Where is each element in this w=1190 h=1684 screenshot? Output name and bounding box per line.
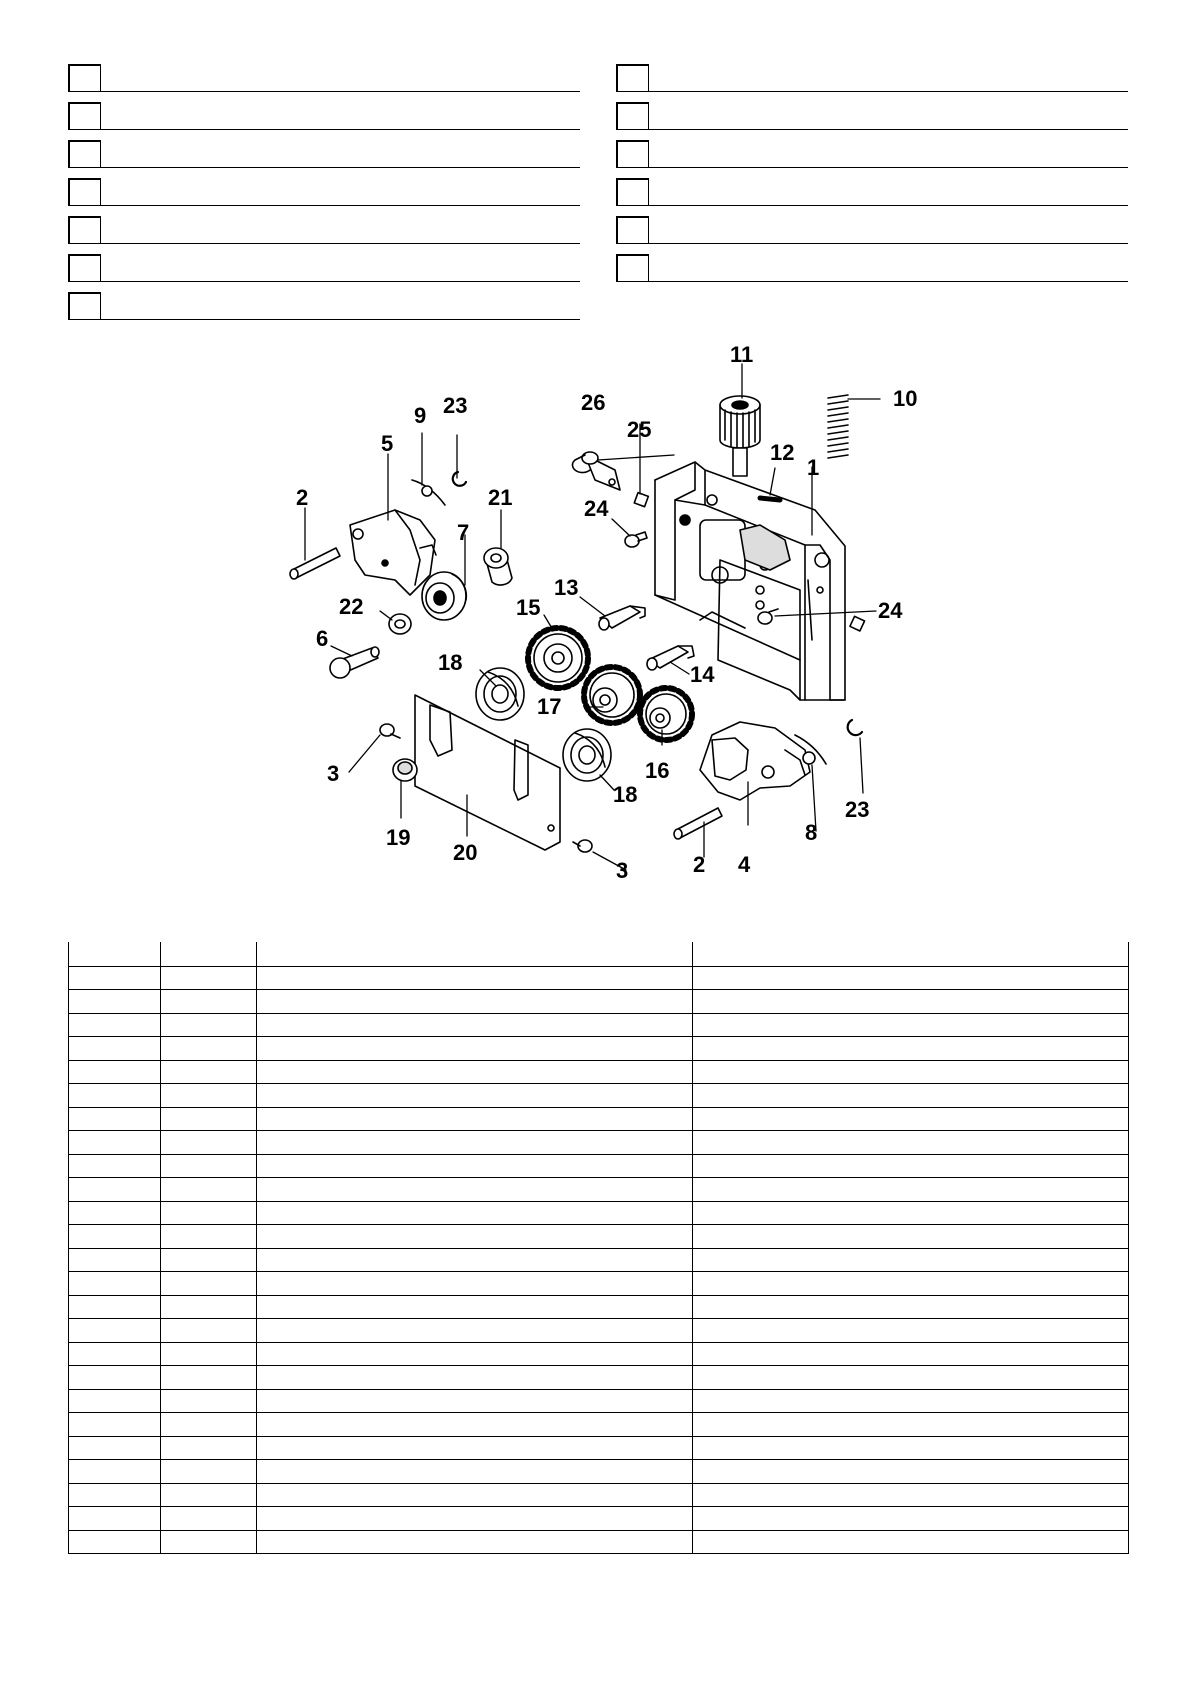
part-12-pin <box>760 498 780 500</box>
table-row <box>69 1460 1129 1484</box>
table-cell <box>161 1319 257 1343</box>
table-cell <box>257 990 693 1014</box>
table-cell <box>257 1178 693 1202</box>
table-row <box>69 1436 1129 1460</box>
table-row <box>69 1413 1129 1437</box>
table-cell <box>69 1037 161 1061</box>
text-line <box>68 319 580 320</box>
table-cell <box>69 966 161 990</box>
table-cell <box>69 1013 161 1037</box>
language-row <box>616 252 1128 290</box>
language-row <box>616 100 1128 138</box>
checkbox[interactable] <box>68 292 101 319</box>
part-14-shaft <box>647 646 694 670</box>
checkbox[interactable] <box>616 254 649 281</box>
table-cell <box>257 1248 693 1272</box>
table-cell <box>257 1084 693 1108</box>
table-cell <box>257 1295 693 1319</box>
table-cell <box>69 1060 161 1084</box>
table-cell <box>161 942 257 966</box>
part-4-arm <box>700 722 810 800</box>
language-row <box>616 138 1128 176</box>
table-row <box>69 1013 1129 1037</box>
table-cell <box>693 1507 1129 1531</box>
callout-11: 11 <box>730 342 754 367</box>
text-line <box>616 243 1128 244</box>
parts-list-table <box>68 942 1129 1554</box>
table-cell <box>161 966 257 990</box>
table-cell <box>693 990 1129 1014</box>
table-cell <box>161 1436 257 1460</box>
callout-8: 8 <box>805 820 818 845</box>
table-row <box>69 1084 1129 1108</box>
table-cell <box>693 1530 1129 1554</box>
language-row <box>68 252 580 290</box>
table-cell <box>69 1460 161 1484</box>
callout-9: 9 <box>414 403 427 428</box>
text-line <box>616 167 1128 168</box>
callout-12: 12 <box>770 440 795 465</box>
table-cell <box>161 1013 257 1037</box>
table-cell <box>69 1319 161 1343</box>
table-row <box>69 1131 1129 1155</box>
language-list-left <box>68 62 580 328</box>
table-cell <box>69 1389 161 1413</box>
table-cell <box>257 1131 693 1155</box>
table-cell <box>69 1507 161 1531</box>
table-cell <box>161 1037 257 1061</box>
callout-5: 5 <box>381 431 394 456</box>
part-18-roller-top <box>476 668 524 720</box>
language-row <box>616 62 1128 100</box>
table-cell <box>257 1436 693 1460</box>
checkbox[interactable] <box>68 178 101 205</box>
table-cell <box>257 1060 693 1084</box>
table-cell <box>257 1483 693 1507</box>
table-cell <box>161 990 257 1014</box>
text-line <box>68 281 580 282</box>
language-row <box>68 138 580 176</box>
callout-24-right: 24 <box>878 598 903 623</box>
checkbox[interactable] <box>68 64 101 91</box>
checkbox[interactable] <box>616 216 649 243</box>
callout-13: 13 <box>554 575 579 600</box>
text-line <box>68 205 580 206</box>
text-line <box>616 205 1128 206</box>
table-cell <box>69 1084 161 1108</box>
callout-16: 16 <box>645 758 670 783</box>
table-cell <box>69 1483 161 1507</box>
language-row <box>68 100 580 138</box>
table-cell <box>161 1295 257 1319</box>
callout-3-bottom: 3 <box>616 858 629 883</box>
table-cell <box>257 1460 693 1484</box>
table-row <box>69 1178 1129 1202</box>
table-row <box>69 1389 1129 1413</box>
table-cell <box>69 990 161 1014</box>
text-line <box>68 167 580 168</box>
language-row <box>616 214 1128 252</box>
table-cell <box>69 1154 161 1178</box>
part-21-bushing <box>484 548 512 585</box>
part-19-screw <box>393 759 417 781</box>
language-row <box>616 176 1128 214</box>
table-row <box>69 1295 1129 1319</box>
table-cell <box>69 1295 161 1319</box>
language-row <box>68 214 580 252</box>
table-row <box>69 1201 1129 1225</box>
table-cell <box>693 1154 1129 1178</box>
table-cell <box>693 1413 1129 1437</box>
table-cell <box>161 1507 257 1531</box>
language-row <box>68 290 580 328</box>
part-11-knob <box>720 396 760 476</box>
table-cell <box>693 1366 1129 1390</box>
part-15-gear <box>528 628 588 688</box>
checkbox[interactable] <box>68 254 101 281</box>
language-list-right <box>616 62 1128 290</box>
table-cell <box>693 1342 1129 1366</box>
callout-10: 10 <box>893 386 918 411</box>
callout-3-left: 3 <box>327 761 340 786</box>
part-25-nut <box>634 493 648 507</box>
table-cell <box>257 942 693 966</box>
table-cell <box>693 942 1129 966</box>
table-cell <box>69 1107 161 1131</box>
table-cell <box>693 1178 1129 1202</box>
table-cell <box>69 1413 161 1437</box>
table-cell <box>693 1319 1129 1343</box>
callout-14: 14 <box>690 662 715 687</box>
table-cell <box>161 1225 257 1249</box>
table-row <box>69 942 1129 966</box>
checkbox[interactable] <box>616 178 649 205</box>
table-row <box>69 1060 1129 1084</box>
table-cell <box>257 1154 693 1178</box>
callout-1: 1 <box>807 455 820 480</box>
table-cell <box>161 1084 257 1108</box>
table-cell <box>257 1013 693 1037</box>
callout-7: 7 <box>457 520 470 545</box>
table-cell <box>257 1272 693 1296</box>
callout-19: 19 <box>386 825 411 850</box>
text-line <box>68 91 580 92</box>
checkbox[interactable] <box>68 140 101 167</box>
table-row <box>69 1530 1129 1554</box>
table-cell <box>161 1530 257 1554</box>
language-row <box>68 176 580 214</box>
table-row <box>69 990 1129 1014</box>
table-cell <box>693 1436 1129 1460</box>
callout-2-left: 2 <box>296 485 309 510</box>
table-cell <box>693 1225 1129 1249</box>
table-cell <box>693 966 1129 990</box>
table-cell <box>257 1225 693 1249</box>
text-line <box>616 281 1128 282</box>
part-18-roller-bottom <box>563 729 611 781</box>
table-cell <box>161 1389 257 1413</box>
table-cell <box>161 1107 257 1131</box>
callout-23-right: 23 <box>845 797 870 822</box>
table-row <box>69 1507 1129 1531</box>
table-cell <box>161 1131 257 1155</box>
table-cell <box>69 1201 161 1225</box>
callout-4: 4 <box>738 852 751 877</box>
table-cell <box>161 1154 257 1178</box>
table-cell <box>257 1389 693 1413</box>
table-cell <box>257 1507 693 1531</box>
table-cell <box>161 1413 257 1437</box>
exploded-parts-diagram <box>0 330 1190 890</box>
part-2-pin-right <box>674 808 722 839</box>
table-cell <box>693 1013 1129 1037</box>
table-row <box>69 1037 1129 1061</box>
table-cell <box>257 1201 693 1225</box>
table-cell <box>257 966 693 990</box>
table-cell <box>257 1413 693 1437</box>
checkbox[interactable] <box>616 140 649 167</box>
table-cell <box>693 1107 1129 1131</box>
text-line <box>616 91 1128 92</box>
table-cell <box>693 1248 1129 1272</box>
part-26-pin <box>572 452 620 490</box>
part-22-washer <box>389 614 411 634</box>
part-16-gear <box>640 688 692 740</box>
table-cell <box>161 1460 257 1484</box>
text-line <box>616 129 1128 130</box>
callout-24-top: 24 <box>584 496 609 521</box>
part-1-frame <box>655 462 845 700</box>
callout-26: 26 <box>581 390 606 415</box>
table-cell <box>161 1342 257 1366</box>
table-cell <box>693 1131 1129 1155</box>
table-row <box>69 1225 1129 1249</box>
table-row <box>69 1272 1129 1296</box>
callout-18-bottom: 18 <box>613 782 638 807</box>
table-cell <box>257 1366 693 1390</box>
table-cell <box>161 1366 257 1390</box>
table-cell <box>161 1178 257 1202</box>
part-7-bearing <box>422 572 466 620</box>
checkbox[interactable] <box>68 102 101 129</box>
callout-15: 15 <box>516 595 541 620</box>
checkbox[interactable] <box>68 216 101 243</box>
part-24-nut <box>850 616 865 631</box>
table-cell <box>161 1272 257 1296</box>
table-cell <box>693 1460 1129 1484</box>
part-5-arm <box>350 510 436 595</box>
table-cell <box>693 1084 1129 1108</box>
callout-17: 17 <box>537 694 562 719</box>
table-cell <box>693 1060 1129 1084</box>
table-row <box>69 1483 1129 1507</box>
table-cell <box>161 1248 257 1272</box>
table-cell <box>69 1530 161 1554</box>
table-cell <box>693 1201 1129 1225</box>
table-cell <box>69 1272 161 1296</box>
checkbox[interactable] <box>616 64 649 91</box>
part-3-screw-top <box>380 724 400 738</box>
table-cell <box>161 1060 257 1084</box>
language-row <box>68 62 580 100</box>
callout-20: 20 <box>453 840 478 865</box>
table-row <box>69 1154 1129 1178</box>
table-row <box>69 1248 1129 1272</box>
callout-22: 22 <box>339 594 364 619</box>
part-23-clip-right <box>848 720 862 735</box>
table-cell <box>69 1131 161 1155</box>
table-row <box>69 1342 1129 1366</box>
table-row <box>69 1107 1129 1131</box>
table-cell <box>69 1436 161 1460</box>
text-line <box>68 129 580 130</box>
table-cell <box>69 942 161 966</box>
table-cell <box>693 1272 1129 1296</box>
part-17-gear <box>584 667 640 723</box>
part-6-pin <box>330 647 379 678</box>
table-cell <box>257 1037 693 1061</box>
table-row <box>69 1319 1129 1343</box>
table-cell <box>161 1483 257 1507</box>
table-cell <box>69 1225 161 1249</box>
table-cell <box>69 1342 161 1366</box>
text-line <box>68 243 580 244</box>
table-cell <box>69 1178 161 1202</box>
table-cell <box>693 1295 1129 1319</box>
part-10-spring <box>828 395 848 458</box>
table-cell <box>69 1366 161 1390</box>
callout-21: 21 <box>488 485 513 510</box>
table-row <box>69 1366 1129 1390</box>
table-cell <box>693 1483 1129 1507</box>
table-row <box>69 966 1129 990</box>
table-cell <box>257 1319 693 1343</box>
part-3-screw-bottom <box>573 840 592 852</box>
table-cell <box>693 1389 1129 1413</box>
callout-2-right: 2 <box>693 852 706 877</box>
table-cell <box>161 1201 257 1225</box>
callout-6: 6 <box>316 626 329 651</box>
table-cell <box>257 1530 693 1554</box>
checkbox[interactable] <box>616 102 649 129</box>
part-13-shaft <box>599 606 645 630</box>
table-cell <box>693 1037 1129 1061</box>
callout-18-top: 18 <box>438 650 463 675</box>
table-cell <box>69 1248 161 1272</box>
table-cell <box>257 1342 693 1366</box>
part-2-pin-left <box>290 548 340 579</box>
table-cell <box>257 1107 693 1131</box>
part-23-clip-top <box>453 472 466 486</box>
callout-23-top: 23 <box>443 393 468 418</box>
callout-25: 25 <box>627 417 652 442</box>
